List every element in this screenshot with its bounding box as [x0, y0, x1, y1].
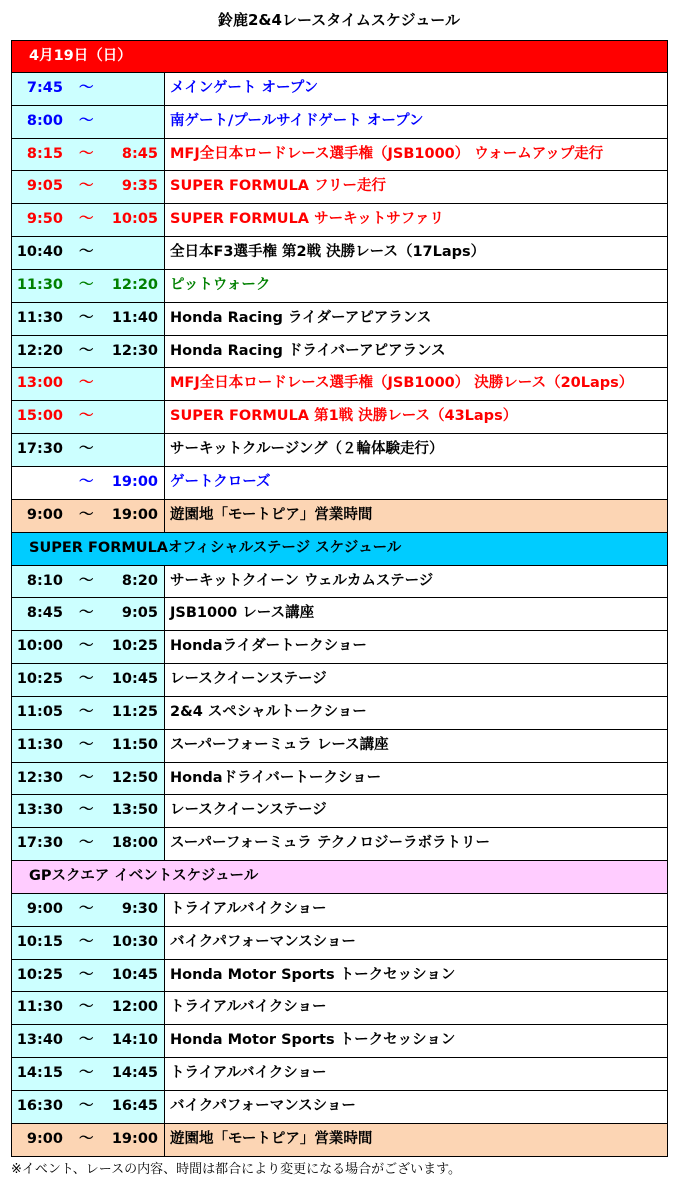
- end-time: 9:05: [121, 605, 158, 622]
- event-name: SUPER FORMULA 第1戦 決勝レース（43Laps）: [170, 408, 518, 425]
- start-time: 9:50: [26, 211, 63, 228]
- time-cell: [12, 434, 165, 466]
- time-cell: [12, 106, 165, 138]
- time-separator: ～: [79, 703, 94, 720]
- start-time: 13:30: [16, 802, 63, 819]
- time-separator: ～: [79, 900, 94, 917]
- event-name: 遊園地「モートピア」営業時間: [170, 506, 373, 523]
- section-header: [11, 861, 668, 894]
- start-time: 11:30: [16, 999, 63, 1016]
- event-name: MFJ全日本ロードレース選手権（JSB1000） 決勝レース（20Laps）: [170, 375, 634, 392]
- end-time: 10:45: [111, 671, 158, 688]
- end-time: 13:50: [111, 802, 158, 819]
- time-separator: ～: [79, 999, 94, 1016]
- start-time: 8:45: [26, 605, 63, 622]
- end-time: 12:50: [111, 769, 158, 786]
- time-separator: ～: [79, 145, 94, 162]
- time-cell: [12, 270, 165, 302]
- schedule-row: [11, 664, 668, 697]
- start-time: 13:00: [16, 375, 63, 392]
- end-time: 12:00: [111, 999, 158, 1016]
- time-separator: ～: [79, 276, 94, 293]
- section-title: 4月19日（日）: [29, 48, 132, 64]
- end-time: 18:00: [111, 835, 158, 852]
- section-header: [11, 533, 668, 566]
- time-separator: ～: [79, 375, 94, 392]
- time-separator: ～: [79, 178, 94, 195]
- start-time: 16:30: [16, 1098, 63, 1114]
- time-separator: ～: [79, 572, 94, 589]
- start-time: 17:30: [16, 441, 63, 458]
- schedule-row: [11, 730, 668, 763]
- start-time: 11:30: [16, 276, 63, 293]
- start-time: 9:00: [26, 900, 63, 917]
- section-title: SUPER FORMULAオフィシャルステージ スケジュール: [29, 539, 402, 556]
- end-time: 9:35: [121, 178, 158, 195]
- end-time: 19:00: [111, 506, 158, 523]
- time-separator: ～: [79, 736, 94, 753]
- event-name: 南ゲート/プールサイドゲート オープン: [170, 112, 424, 129]
- time-cell: [12, 697, 165, 729]
- end-time: 10:30: [111, 933, 158, 950]
- schedule-row: [11, 204, 668, 237]
- time-separator: ～: [79, 933, 94, 950]
- end-time: 10:05: [111, 211, 158, 228]
- schedule-row: [11, 992, 668, 1025]
- section-header: [11, 40, 668, 73]
- start-time: 10:25: [16, 966, 63, 983]
- schedule-row: [11, 401, 668, 434]
- time-separator: ～: [79, 309, 94, 326]
- start-time: 8:00: [26, 112, 63, 129]
- time-cell: [12, 171, 165, 203]
- start-time: 9:05: [26, 178, 63, 195]
- end-time: 10:25: [111, 638, 158, 655]
- time-cell: [12, 1058, 165, 1090]
- time-cell: [12, 368, 165, 400]
- start-time: 11:05: [16, 703, 63, 720]
- time-cell: [12, 664, 165, 696]
- end-time: 14:10: [111, 1032, 158, 1049]
- time-separator: ～: [79, 835, 94, 852]
- time-separator: ～: [79, 473, 94, 490]
- time-separator: ～: [79, 441, 94, 458]
- event-name: 全日本F3選手権 第2戦 決勝レース（17Laps）: [170, 244, 486, 261]
- time-cell: [12, 1091, 165, 1123]
- schedule-row: [11, 1124, 668, 1157]
- event-name: バイクパフォーマンスショー: [170, 1098, 356, 1114]
- time-cell: [12, 927, 165, 959]
- time-separator: ～: [79, 506, 94, 523]
- event-name: トライアルバイクショー: [170, 999, 327, 1016]
- time-cell: [12, 598, 165, 630]
- event-name: スーパーフォーミュラ テクノロジーラボラトリー: [170, 835, 490, 852]
- schedule-row: [11, 763, 668, 796]
- time-cell: [12, 828, 165, 860]
- event-name: トライアルバイクショー: [170, 900, 327, 917]
- start-time: 8:15: [26, 145, 63, 162]
- time-cell: [12, 401, 165, 433]
- schedule-row: [11, 467, 668, 500]
- start-time: 10:00: [16, 638, 63, 655]
- time-cell: [12, 795, 165, 827]
- start-time: 15:00: [16, 408, 63, 425]
- event-name: バイクパフォーマンスショー: [170, 933, 356, 950]
- start-time: 9:00: [26, 1130, 63, 1147]
- time-cell: [12, 566, 165, 598]
- start-time: 13:40: [16, 1032, 63, 1049]
- schedule-row: [11, 1025, 668, 1058]
- end-time: 10:45: [111, 966, 158, 983]
- time-separator: ～: [79, 211, 94, 228]
- event-name: Honda Motor Sports トークセッション: [170, 1032, 456, 1049]
- schedule-row: [11, 73, 668, 106]
- time-separator: ～: [79, 638, 94, 655]
- schedule-row: [11, 270, 668, 303]
- start-time: 11:30: [16, 736, 63, 753]
- schedule-row: [11, 500, 668, 533]
- schedule-row: [11, 566, 668, 599]
- schedule-row: [11, 336, 668, 369]
- event-name: ピットウォーク: [170, 276, 271, 293]
- end-time: 8:20: [121, 572, 158, 589]
- page-title: 鈴鹿2&4レースタイムスケジュール: [217, 11, 460, 29]
- time-cell: [12, 763, 165, 795]
- time-separator: ～: [79, 408, 94, 425]
- schedule-row: [11, 106, 668, 139]
- schedule-row: [11, 631, 668, 664]
- schedule-row: [11, 927, 668, 960]
- event-name: レースクイーンステージ: [170, 671, 327, 688]
- time-cell: [12, 139, 165, 171]
- time-separator: ～: [79, 79, 94, 96]
- event-name: JSB1000 レース講座: [170, 605, 315, 622]
- event-name: Hondaライダートークショー: [170, 638, 367, 655]
- end-time: 14:45: [111, 1065, 158, 1082]
- event-name: Honda Racing ドライバーアピアランス: [170, 342, 446, 359]
- end-time: 19:00: [111, 473, 158, 490]
- time-separator: ～: [79, 1130, 94, 1147]
- start-time: 9:00: [26, 506, 63, 523]
- footnote: ※イベント、レースの内容、時間は都合により変更になる場合がございます。: [11, 1162, 462, 1177]
- schedule-row: [11, 894, 668, 927]
- event-name: Honda Racing ライダーアピアランス: [170, 309, 432, 326]
- schedule-row: [11, 237, 668, 270]
- start-time: 10:15: [16, 933, 63, 950]
- time-cell: [12, 303, 165, 335]
- event-name: ゲートクローズ: [170, 473, 271, 490]
- end-time: 19:00: [111, 1130, 158, 1147]
- start-time: 17:30: [16, 835, 63, 852]
- event-name: レースクイーンステージ: [170, 802, 327, 819]
- time-separator: ～: [79, 244, 94, 261]
- time-separator: ～: [79, 605, 94, 622]
- schedule-row: [11, 828, 668, 861]
- start-time: 7:45: [26, 79, 63, 96]
- event-name: 2&4 スペシャルトークショー: [170, 703, 367, 720]
- section-title: GPスクエア イベントスケジュール: [29, 868, 259, 885]
- schedule-row: [11, 697, 668, 730]
- time-separator: ～: [79, 671, 94, 688]
- end-time: 12:30: [111, 342, 158, 359]
- time-cell: [12, 73, 165, 105]
- start-time: 12:20: [16, 342, 63, 359]
- start-time: 10:25: [16, 671, 63, 688]
- time-cell: [12, 730, 165, 762]
- time-cell: [12, 992, 165, 1024]
- end-time: 9:30: [121, 900, 158, 917]
- start-time: 12:30: [16, 769, 63, 786]
- end-time: 11:25: [111, 703, 158, 720]
- schedule-row: [11, 1091, 668, 1124]
- time-separator: ～: [79, 1032, 94, 1049]
- time-separator: ～: [79, 1065, 94, 1082]
- time-separator: ～: [79, 966, 94, 983]
- time-cell: [12, 467, 165, 499]
- end-time: 11:50: [111, 736, 158, 753]
- start-time: 10:40: [16, 244, 63, 261]
- event-name: Hondaドライバートークショー: [170, 769, 382, 786]
- event-name: SUPER FORMULA フリー走行: [170, 178, 386, 195]
- event-name: SUPER FORMULA サーキットサファリ: [170, 211, 444, 228]
- schedule-row: [11, 795, 668, 828]
- time-separator: ～: [79, 112, 94, 129]
- time-separator: ～: [79, 802, 94, 819]
- time-cell: [12, 631, 165, 663]
- schedule-row: [11, 139, 668, 172]
- time-cell: [12, 1124, 165, 1156]
- time-separator: ～: [79, 1098, 94, 1114]
- time-cell: [12, 204, 165, 236]
- schedule-row: [11, 1058, 668, 1091]
- event-name: メインゲート オープン: [170, 79, 319, 96]
- end-time: 12:20: [111, 276, 158, 293]
- start-time: 14:15: [16, 1065, 63, 1082]
- event-name: トライアルバイクショー: [170, 1065, 327, 1082]
- schedule-table: [11, 40, 668, 1157]
- event-name: スーパーフォーミュラ レース講座: [170, 736, 389, 753]
- schedule-row: [11, 303, 668, 336]
- time-cell: [12, 894, 165, 926]
- event-name: Honda Motor Sports トークセッション: [170, 966, 456, 983]
- event-name: サーキットクイーン ウェルカムステージ: [170, 572, 434, 589]
- time-separator: ～: [79, 342, 94, 359]
- event-name: MFJ全日本ロードレース選手権（JSB1000） ウォームアップ走行: [170, 145, 604, 162]
- event-name: サーキットクルージング（２輪体験走行）: [170, 441, 444, 458]
- start-time: 8:10: [26, 572, 63, 589]
- time-cell: [12, 960, 165, 992]
- time-cell: [12, 237, 165, 269]
- schedule-row: [11, 171, 668, 204]
- schedule-row: [11, 434, 668, 467]
- time-separator: ～: [79, 769, 94, 786]
- schedule-row: [11, 598, 668, 631]
- schedule-row: [11, 368, 668, 401]
- time-cell: [12, 1025, 165, 1057]
- start-time: 11:30: [16, 309, 63, 326]
- schedule-row: [11, 960, 668, 993]
- time-cell: [12, 500, 165, 532]
- time-cell: [12, 336, 165, 368]
- end-time: 8:45: [121, 145, 158, 162]
- end-time: 11:40: [111, 309, 158, 326]
- event-name: 遊園地「モートピア」営業時間: [170, 1130, 373, 1147]
- end-time: 16:45: [111, 1098, 158, 1114]
